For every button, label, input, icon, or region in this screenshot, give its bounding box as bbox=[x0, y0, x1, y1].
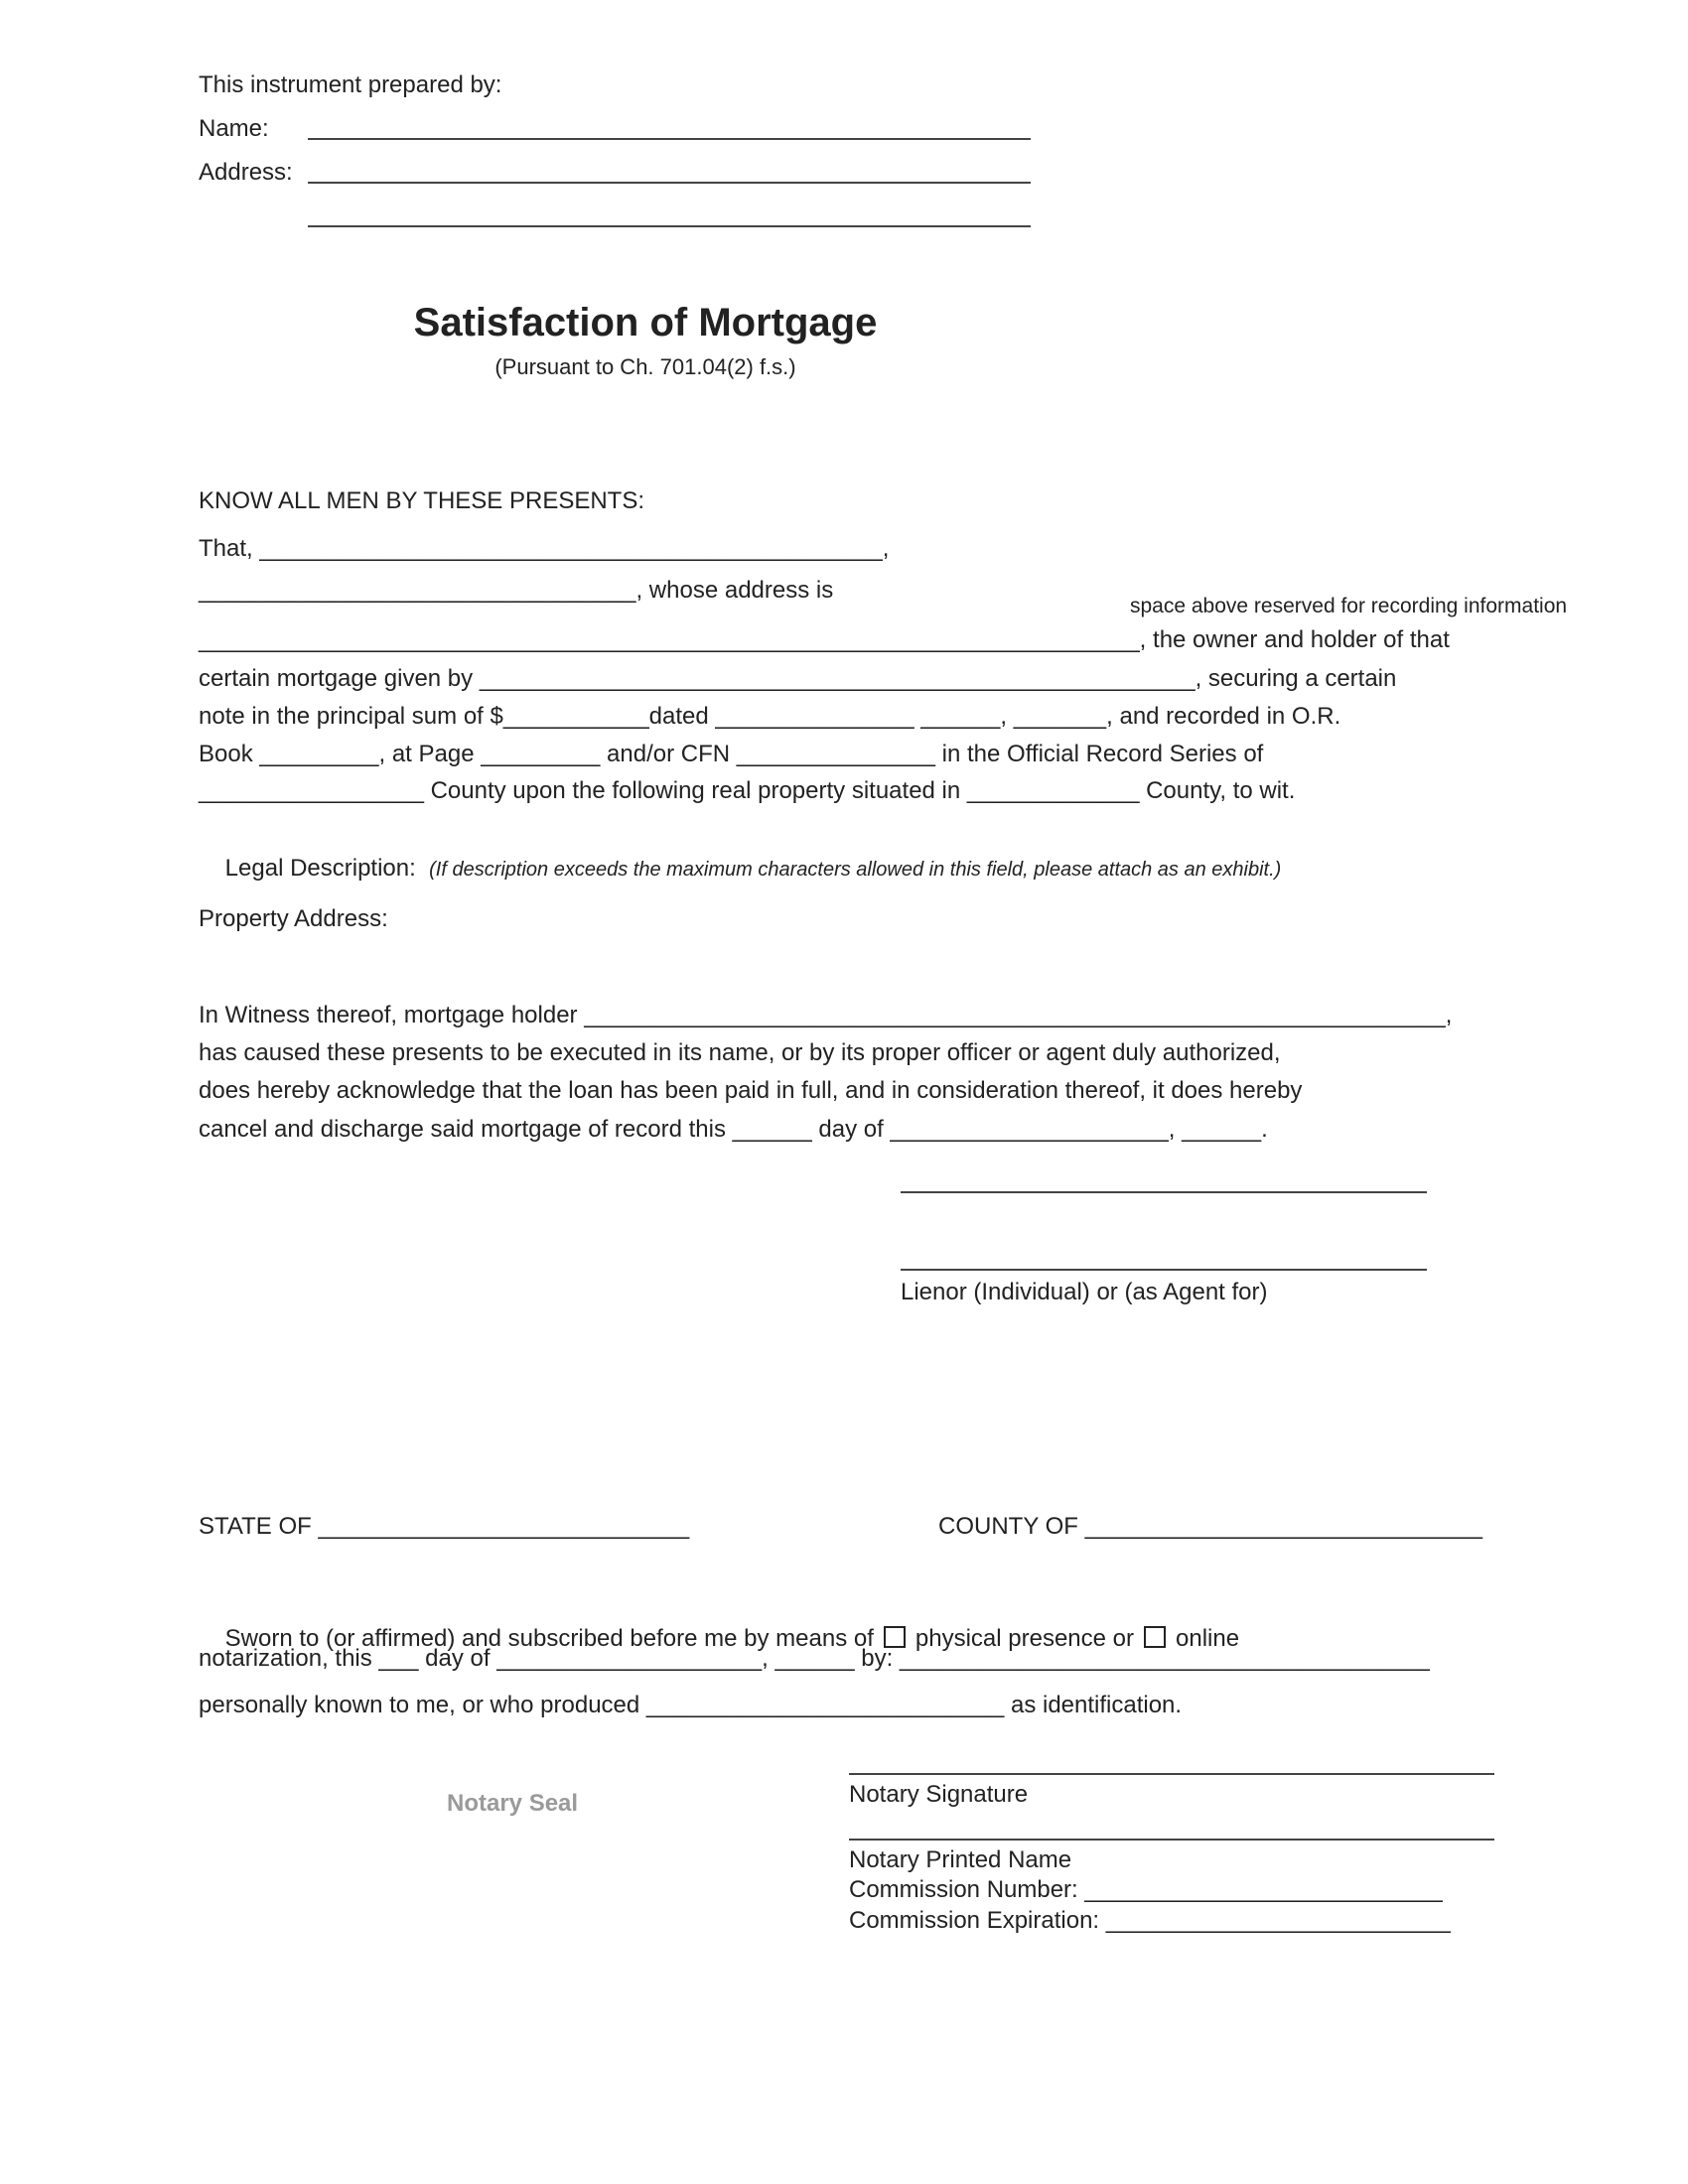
county-of-line: COUNTY OF ______________________________ bbox=[938, 1513, 1482, 1540]
notarization-line: notarization, this ___ day of ____________________, ______ by: ________________________________________ bbox=[199, 1645, 1430, 1672]
owner-holder-line: _______________________________________________________________________, the owner and holder of that bbox=[199, 626, 1450, 653]
witness-line-2: has caused these presents to be executed in its name, or by its proper officer or agent duly authorized, bbox=[199, 1039, 1281, 1066]
notary-seal-label: Notary Seal bbox=[447, 1790, 579, 1817]
physical-presence-label: physical presence or bbox=[914, 1625, 1134, 1652]
commission-expiration-line: Commission Expiration: __________________________ bbox=[849, 1907, 1451, 1934]
state-of-line: STATE OF ____________________________ bbox=[199, 1513, 690, 1540]
recording-space-note: space above reserved for recording information bbox=[1130, 595, 1568, 617]
property-address-label: Property Address: bbox=[199, 905, 388, 932]
address-blank-line[interactable] bbox=[308, 182, 1031, 184]
notary-signature-line[interactable] bbox=[849, 1773, 1494, 1775]
legal-description-row bbox=[199, 827, 1281, 910]
county-recorded-line: _________________ County upon the following real property situated in _____________ County, to wit. bbox=[199, 777, 1296, 804]
online-label: online bbox=[1176, 1625, 1240, 1652]
commission-number-line: Commission Number: ___________________________ bbox=[849, 1876, 1443, 1903]
lienor-caption: Lienor (Individual) or (as Agent for) bbox=[901, 1279, 1268, 1305]
name-label: Name: bbox=[199, 115, 269, 142]
presents-heading: KNOW ALL MEN BY THESE PRESENTS: bbox=[199, 487, 645, 514]
identification-line: personally known to me, or who produced ___________________________ as identification. bbox=[199, 1692, 1183, 1718]
name-blank-line[interactable] bbox=[308, 138, 1031, 140]
legal-description-note: (If description exceeds the maximum characters allowed in this field, please attach as an exhibit.) bbox=[429, 859, 1282, 881]
notary-printed-name-line[interactable] bbox=[849, 1839, 1494, 1841]
sworn-prefix-text: Sworn to (or affirmed) and subscribed before me by means of bbox=[224, 1625, 874, 1652]
mortgagor-name-line: That, _______________________________________________, bbox=[199, 535, 890, 562]
principal-sum-line: note in the principal sum of $___________dated _______________ ______, _______, and recorded in O.R. bbox=[199, 703, 1341, 730]
document-subtitle: (Pursuant to Ch. 701.04(2) f.s.) bbox=[494, 354, 796, 379]
address-blank-line-2[interactable] bbox=[308, 225, 1031, 227]
prepared-by-heading: This instrument prepared by: bbox=[199, 71, 502, 98]
legal-description-label: Legal Description: bbox=[224, 855, 416, 882]
notary-signature-caption: Notary Signature bbox=[849, 1781, 1029, 1808]
legal-description-spacer bbox=[416, 855, 429, 882]
mortgage-given-line: certain mortgage given by ______________________________________________________, securing a certain bbox=[199, 665, 1397, 692]
book-page-line: Book _________, at Page _________ and/or CFN _______________ in the Official Record Series of bbox=[199, 741, 1264, 767]
lienor-signature-line-1[interactable] bbox=[901, 1191, 1427, 1193]
witness-line-3: does hereby acknowledge that the loan has been paid in full, and in consideration thereof, it does hereby bbox=[199, 1077, 1303, 1104]
witness-line-1: In Witness thereof, mortgage holder _________________________________________________________________, bbox=[199, 1002, 1453, 1028]
lienor-signature-line-2[interactable] bbox=[901, 1269, 1427, 1271]
mortgagor-address-line: _________________________________, whose address is bbox=[199, 577, 834, 604]
document-title: Satisfaction of Mortgage bbox=[413, 301, 878, 344]
notary-printed-name-caption: Notary Printed Name bbox=[849, 1846, 1072, 1873]
witness-line-4: cancel and discharge said mortgage of record this ______ day of _____________________, ______. bbox=[199, 1116, 1268, 1143]
address-label: Address: bbox=[199, 159, 293, 186]
